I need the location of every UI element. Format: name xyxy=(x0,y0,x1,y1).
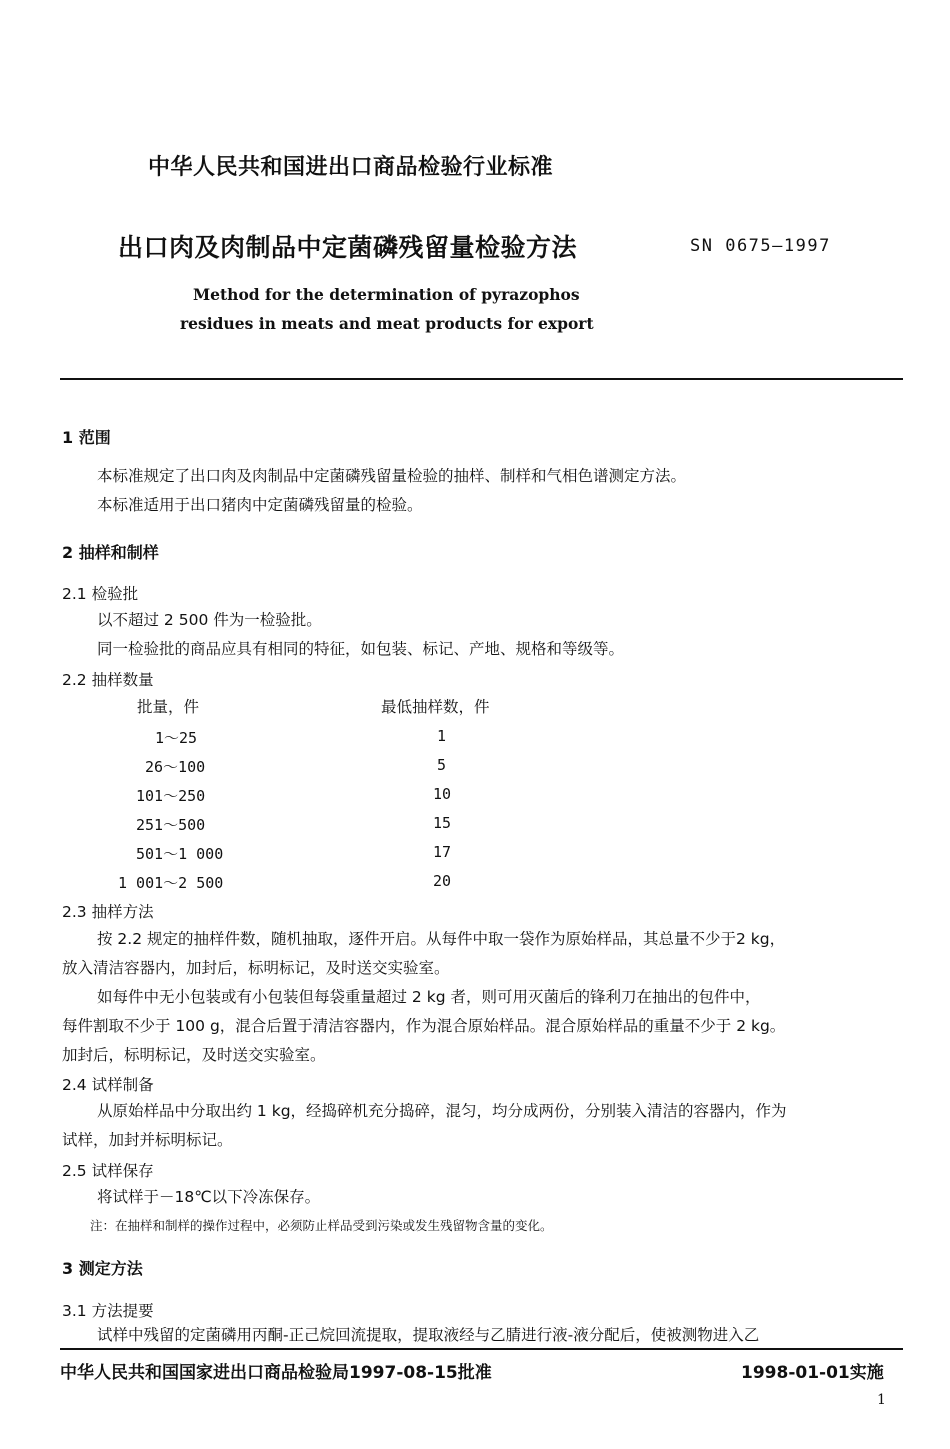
section-2-3-title: 2.3 抽样方法 xyxy=(62,903,154,921)
table-header-lot-size: 批量，件 xyxy=(137,698,200,716)
section-2-2-title: 2.2 抽样数量 xyxy=(62,671,154,689)
section-2-4-paragraph-line-1: 从原始样品中分取出约 1 kg，经捣碎机充分捣碎，混匀，均分成两份，分别装入清洁的容器内，作为 xyxy=(97,1102,787,1120)
section-2-4-title: 2.4 试样制备 xyxy=(62,1076,154,1094)
section-1-paragraph-2: 本标准适用于出口猪肉中定菌磷残留量的检验。 xyxy=(97,496,423,514)
section-2-5-title: 2.5 试样保存 xyxy=(62,1162,154,1180)
section-2-1-title: 2.1 检验批 xyxy=(62,585,139,603)
table-row-1-lot: 1～25 xyxy=(155,729,198,747)
section-2-3-paragraph-1-line-2: 放入清洁容器内，加封后，标明标记，及时送交实验室。 xyxy=(62,959,450,977)
table-row-1-count: 1 xyxy=(437,727,447,745)
section-1-paragraph-1: 本标准规定了出口肉及肉制品中定菌磷残留量检验的抽样、制样和气相色谱测定方法。 xyxy=(97,467,687,485)
section-2-title: 2 抽样和制样 xyxy=(62,543,159,562)
standard-org-title: 中华人民共和国进出口商品检验行业标准 xyxy=(148,155,554,180)
table-row-2-lot: 26～100 xyxy=(145,758,206,776)
section-3-1-title: 3.1 方法提要 xyxy=(62,1302,154,1320)
table-row-6-count: 20 xyxy=(433,872,452,890)
section-2-3-paragraph-2-line-3: 加封后，标明标记，及时送交实验室。 xyxy=(62,1046,326,1064)
section-1-title: 1 范围 xyxy=(62,428,111,447)
section-2-3-paragraph-2-line-2: 每件割取不少于 100 g，混合后置于清洁容器内，作为混合原始样品。混合原始样品的重量不少于 2 kg。 xyxy=(62,1017,786,1035)
table-row-5-lot: 501～1 000 xyxy=(136,845,224,863)
table-header-min-samples: 最低抽样数，件 xyxy=(381,698,490,716)
table-row-4-lot: 251～500 xyxy=(136,816,206,834)
section-2-4-paragraph-line-2: 试样，加封并标明标记。 xyxy=(62,1131,233,1149)
header-divider xyxy=(60,378,903,380)
section-2-3-paragraph-2-line-1: 如每件中无小包装或有小包装但每袋重量超过 2 kg 者，则可用灭菌后的锋利刀在抽出的包件中， xyxy=(97,988,761,1006)
section-3-title: 3 测定方法 xyxy=(62,1259,143,1278)
page-number: 1 xyxy=(877,1392,886,1408)
section-2-note: 注：在抽样和制样的操作过程中，必须防止样品受到污染或发生残留物含量的变化。 xyxy=(90,1218,553,1233)
table-row-6-lot: 1 001～2 500 xyxy=(118,874,224,892)
effective-date: 1998-01-01实施 xyxy=(741,1363,884,1383)
section-2-1-paragraph-1: 以不超过 2 500 件为一检验批。 xyxy=(97,611,322,629)
english-title-line-2: residues in meats and meat products for export xyxy=(180,314,594,333)
approval-line: 中华人民共和国国家进出口商品检验局1997-08-15批准 xyxy=(60,1363,492,1383)
english-title-line-1: Method for the determination of pyrazophos xyxy=(193,285,580,304)
document-code: SN 0675—1997 xyxy=(690,236,831,256)
section-3-1-paragraph: 试样中残留的定菌磷用丙酮-正己烷回流提取，提取液经与乙腈进行液-液分配后，使被测物进入乙 xyxy=(97,1326,760,1344)
footer-divider xyxy=(60,1348,903,1350)
table-row-3-lot: 101～250 xyxy=(136,787,206,805)
section-2-5-paragraph: 将试样于－18℃以下冷冻保存。 xyxy=(97,1188,321,1206)
section-2-3-paragraph-1-line-1: 按 2.2 规定的抽样件数，随机抽取，逐件开启。从每件中取一袋作为原始样品，其总量不少于2 kg， xyxy=(97,930,786,948)
table-row-3-count: 10 xyxy=(433,785,452,803)
table-row-4-count: 15 xyxy=(433,814,452,832)
table-row-2-count: 5 xyxy=(437,756,447,774)
table-row-5-count: 17 xyxy=(433,843,452,861)
section-2-1-paragraph-2: 同一检验批的商品应具有相同的特征，如包装、标记、产地、规格和等级等。 xyxy=(97,640,625,658)
document-title: 出口肉及肉制品中定菌磷残留量检验方法 xyxy=(118,233,578,262)
